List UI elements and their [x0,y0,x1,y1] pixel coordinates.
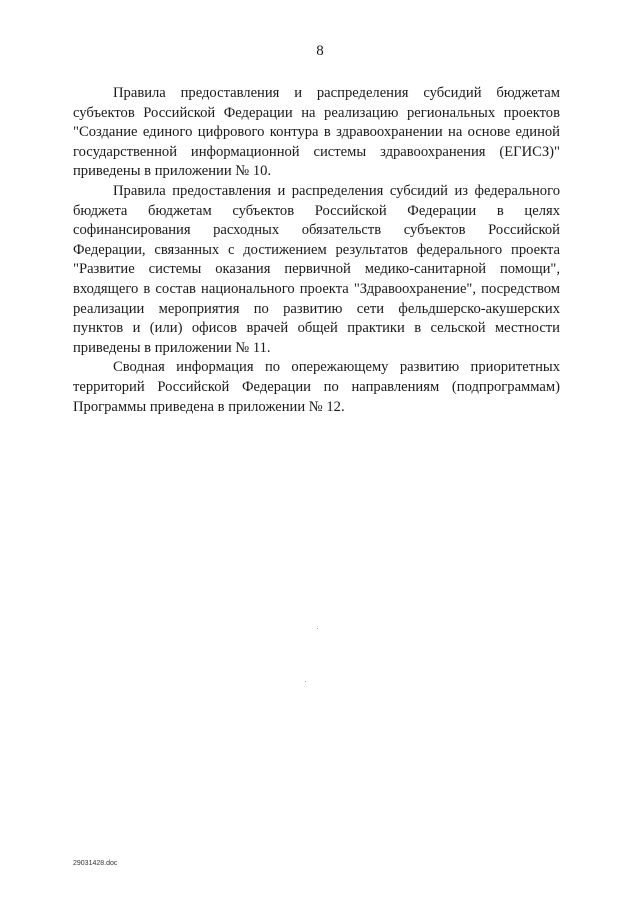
paragraph-subsidy-rules-primary-care: Правила предоставления и распределения субсидий из федерального бюджета бюджетам субъектов Российской Федерации в целях софинансирования расходных обязательств субъектов Российской Федерации, связанных с достижением результатов федерального проекта "Развитие системы оказания первичной медико-санитарной помощи", входящего в состав национального проекта "Здравоохранение", посредством реализации мероприятия по развитию сети фельдшерско-акушерских пунктов и (или) офисов врачей общей практики в сельской местности приведены в приложении № 11. [73,182,560,356]
scan-speck [317,628,318,629]
paragraph-priority-territories-summary: Сводная информация по опережающему развитию приоритетных территорий Российской Федерации по направлениям (подпрограммам) Программы приведена в приложении № 12. [73,359,560,415]
scan-speck [305,681,306,682]
paragraph-subsidy-rules-egisz: Правила предоставления и распределения субсидий бюджетам субъектов Российской Федерации на реализацию региональных проектов "Создание единого цифрового контура в здравоохранении на основе единой государственной информационной системы здравоохранения (ЕГИСЗ)" приведены в приложении № 10. [73,85,560,180]
document-body [73,84,560,417]
page-number: 8 [316,43,324,59]
footer-filename: 29031428.doc [73,860,118,867]
